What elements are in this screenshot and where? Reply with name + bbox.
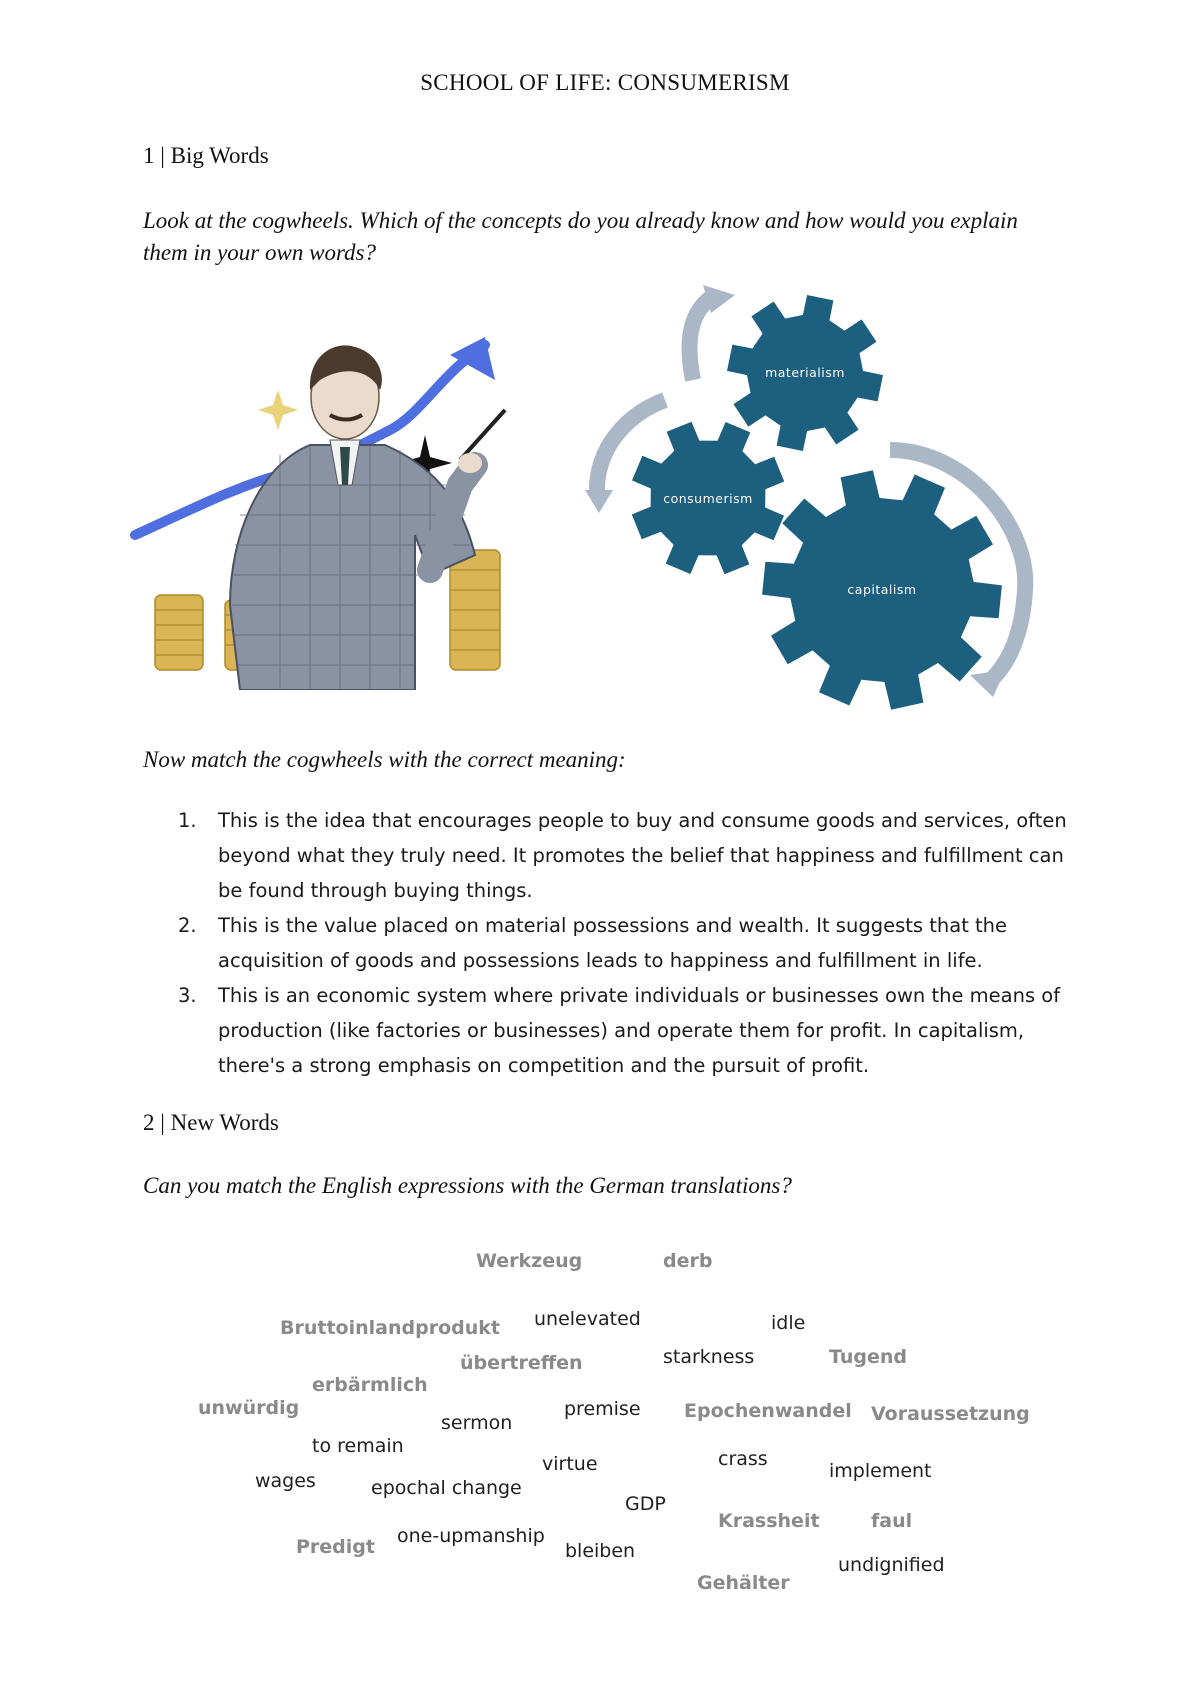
man-with-growth-chart-illustration bbox=[130, 335, 550, 690]
german-word: übertreffen bbox=[460, 1352, 583, 1374]
english-word: crass bbox=[718, 1448, 768, 1470]
german-word: derb bbox=[663, 1250, 713, 1272]
meaning-text: This is the idea that encourages people to buy and consume goods and services, often beyond what they truly need. It promotes the belief that happiness and fulfillment can be found through buying things. bbox=[218, 809, 1067, 902]
english-word: sermon bbox=[441, 1412, 513, 1434]
english-word: premise bbox=[564, 1398, 641, 1420]
english-word: virtue bbox=[542, 1453, 598, 1475]
german-word: Gehälter bbox=[697, 1572, 790, 1594]
german-word: Krassheit bbox=[718, 1510, 820, 1532]
german-word: Epochenwandel bbox=[684, 1400, 852, 1422]
english-word: unelevated bbox=[534, 1308, 641, 1330]
german-word: unwürdig bbox=[198, 1397, 300, 1419]
meaning-number: 3. bbox=[178, 984, 197, 1007]
meaning-text: This is an economic system where private individuals or businesses own the means of production (like factories or businesses) and operate them for profit. In capitalism, there's a strong emphasis on competition and the pursuit of profit. bbox=[218, 984, 1061, 1077]
section-1-instruction: Look at the cogwheels. Which of the concepts do you already know and how would you explain them in your own words? bbox=[143, 208, 1018, 265]
meanings-list bbox=[178, 803, 1083, 1083]
english-word: bleiben bbox=[565, 1540, 636, 1562]
meaning-text: This is the value placed on material possessions and wealth. It suggests that the acquisition of goods and possessions leads to happiness and fulfillment in life. bbox=[218, 914, 1008, 972]
german-word: Tugend bbox=[829, 1346, 908, 1368]
english-word: undignified bbox=[838, 1554, 945, 1576]
section-2-instruction: Can you match the English expressions with the German translations? bbox=[143, 1173, 792, 1198]
english-word: wages bbox=[255, 1470, 316, 1492]
german-word: Werkzeug bbox=[476, 1250, 583, 1272]
match-instruction: Now match the cogwheels with the correct meaning: bbox=[143, 747, 626, 772]
german-word: erbärmlich bbox=[312, 1374, 428, 1396]
german-word: Voraussetzung bbox=[871, 1403, 1030, 1425]
page-title: SCHOOL OF LIFE: CONSUMERISM bbox=[420, 70, 790, 95]
meaning-item-3 bbox=[178, 978, 1083, 1083]
german-word: faul bbox=[871, 1510, 913, 1532]
english-word: idle bbox=[771, 1312, 806, 1334]
german-word: Predigt bbox=[296, 1536, 375, 1558]
meaning-item-1 bbox=[178, 803, 1083, 908]
english-word: epochal change bbox=[371, 1477, 522, 1499]
section-2-heading: 2 | New Words bbox=[143, 1110, 279, 1135]
cog-label-capitalism: capitalism bbox=[847, 582, 917, 597]
cog-label-materialism: materialism bbox=[765, 365, 845, 380]
meaning-item-2 bbox=[178, 908, 1083, 978]
cog-label-consumerism: consumerism bbox=[663, 491, 753, 506]
english-word: starkness bbox=[663, 1346, 755, 1368]
english-word: GDP bbox=[625, 1493, 666, 1515]
english-word: implement bbox=[829, 1460, 932, 1482]
english-word: one-upmanship bbox=[397, 1525, 545, 1547]
meaning-number: 1. bbox=[178, 809, 197, 832]
cogwheel-diagram bbox=[585, 285, 1060, 715]
german-word: Bruttoinlandprodukt bbox=[280, 1317, 500, 1339]
meaning-number: 2. bbox=[178, 914, 197, 937]
section-1-heading: 1 | Big Words bbox=[143, 143, 269, 168]
english-word: to remain bbox=[312, 1435, 404, 1457]
